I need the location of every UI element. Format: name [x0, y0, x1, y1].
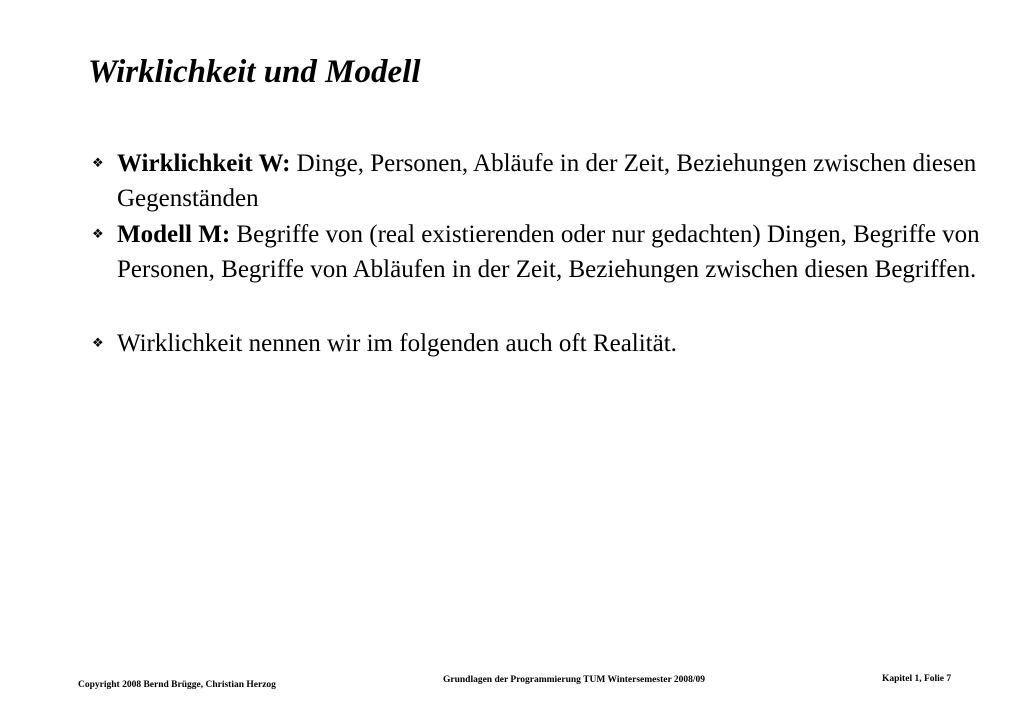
diamond-bullet-icon: ❖ [92, 336, 104, 351]
footer-copyright: Copyright 2008 Bernd Brügge, Christian Herzog [78, 680, 276, 690]
bullet-item-modell [92, 217, 992, 287]
bullet-list [92, 146, 992, 362]
diamond-bullet-icon: ❖ [92, 227, 104, 242]
footer-slide-number: Kapitel 1, Folie 7 [882, 674, 952, 684]
bullet-item-realitaet [92, 326, 992, 361]
bullet-text: Dinge, Personen, Abläufe in der Zeit, Beziehungen zwischen diesen Gegenständen [117, 150, 977, 212]
diamond-bullet-icon: ❖ [92, 156, 104, 171]
bullet-text: Wirklichkeit nennen wir im folgenden auch oft Realität. [117, 330, 677, 357]
bullet-item-wirklichkeit [92, 146, 992, 216]
slide-title: Wirklichkeit und Modell [88, 54, 421, 90]
footer-course-title: Grundlagen der Programmierung TUM Wintersemester 2008/09 [443, 675, 706, 685]
bullet-text: Begriffe von (real existierenden oder nur gedachten) Dingen, Begriffe von Personen, Begriffe von Abläufen in der Zeit, Beziehungen zwischen diesen Begriffen. [117, 221, 980, 283]
bullet-term: Modell M: [117, 221, 231, 248]
bullet-term: Wirklichkeit W: [117, 150, 291, 177]
